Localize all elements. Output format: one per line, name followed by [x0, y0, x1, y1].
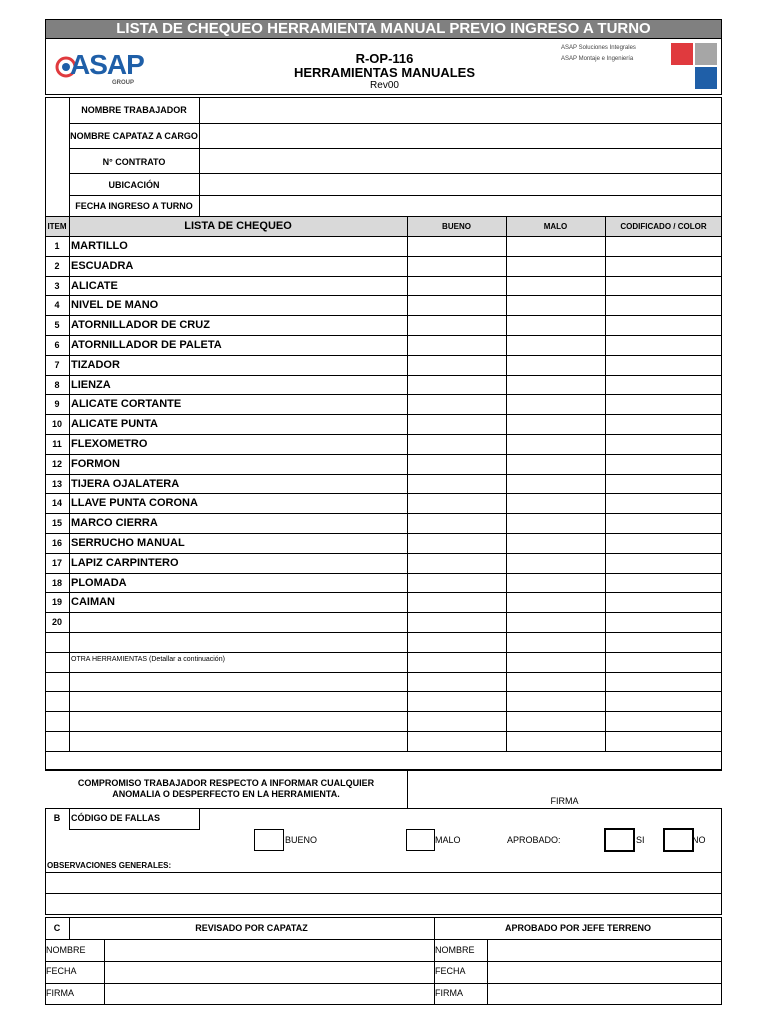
review-signature-label: FIRMA [46, 988, 74, 998]
section-b-label: B [53, 813, 61, 823]
header-block [45, 39, 722, 95]
failure-codes-label: CÓDIGO DE FALLAS [71, 813, 161, 823]
item-number: 13 [51, 479, 62, 489]
approval-signature-label: FIRMA [435, 988, 463, 998]
item-good-cell[interactable] [408, 554, 506, 572]
item-number: 4 [54, 300, 60, 310]
approved-yes-checkbox[interactable] [604, 828, 635, 852]
item-name: LLAVE PUNTA CORONA [71, 497, 198, 509]
item-coded-cell[interactable] [606, 316, 721, 334]
item-name: PLOMADA [71, 577, 127, 589]
item-coded-cell[interactable] [606, 336, 721, 354]
item-bad-cell[interactable] [507, 336, 605, 354]
item-good-cell[interactable] [408, 356, 506, 374]
bad-checkbox[interactable] [406, 829, 435, 851]
item-number: 2 [54, 261, 60, 271]
item-name: LAPIZ CARPINTERO [71, 557, 179, 569]
item-number: 8 [54, 380, 60, 390]
item-coded-cell[interactable] [606, 593, 721, 611]
header-coded-color: CODIFICADO / COLOR [620, 222, 707, 231]
item-coded-cell[interactable] [606, 613, 721, 631]
item-good-cell[interactable] [408, 455, 506, 473]
item-name: MARTILLO [71, 240, 128, 252]
approved-by-site-manager-label: APROBADO POR JEFE TERRENO [504, 923, 652, 933]
item-bad-cell[interactable] [507, 316, 605, 334]
header-good: BUENO [442, 222, 471, 231]
item-name: FORMON [71, 458, 120, 470]
item-good-cell[interactable] [408, 296, 506, 314]
review-date-field[interactable] [105, 962, 433, 982]
item-coded-cell[interactable] [606, 435, 721, 453]
item-coded-cell[interactable] [606, 494, 721, 512]
contract-number-field[interactable] [200, 149, 720, 172]
item-coded-cell[interactable] [606, 554, 721, 572]
approved-no-checkbox[interactable] [663, 828, 694, 852]
review-name-field[interactable] [105, 940, 433, 960]
approved-yes-label: SI [636, 835, 645, 845]
item-good-cell[interactable] [408, 534, 506, 552]
item-bad-cell[interactable] [507, 237, 605, 255]
item-coded-cell[interactable] [606, 514, 721, 532]
review-name-label: NOMBRE [46, 945, 86, 955]
item-coded-cell[interactable] [606, 356, 721, 374]
item-name: ESCUADRA [71, 260, 134, 272]
item-number: 19 [51, 597, 62, 607]
item-coded-cell[interactable] [606, 415, 721, 433]
item-coded-cell[interactable] [606, 376, 721, 394]
item-bad-cell[interactable] [507, 593, 605, 611]
item-bad-cell[interactable] [507, 554, 605, 572]
document-title: LISTA DE CHEQUEO HERRAMIENTA MANUAL PREVIO INGRESO A TURNO [45, 19, 722, 39]
commitment-signature-label: FIRMA [550, 796, 579, 806]
item-number: 6 [54, 340, 60, 350]
item-name: LIENZA [71, 379, 111, 391]
item-good-cell[interactable] [408, 435, 506, 453]
item-good-cell[interactable] [408, 376, 506, 394]
logo-text: ASAP [70, 49, 144, 80]
item-bad-cell[interactable] [507, 514, 605, 532]
item-coded-cell[interactable] [606, 277, 721, 295]
item-name: NIVEL DE MANO [71, 299, 159, 311]
item-bad-cell[interactable] [507, 257, 605, 275]
item-good-cell[interactable] [408, 277, 506, 295]
item-bad-cell[interactable] [507, 376, 605, 394]
label-location: UBICACIÓN [108, 180, 160, 190]
item-number: 16 [51, 538, 62, 548]
item-good-cell[interactable] [408, 514, 506, 532]
logo-blue-square [695, 67, 717, 89]
item-name: ATORNILLADOR DE PALETA [71, 339, 222, 351]
item-good-cell[interactable] [408, 257, 506, 275]
item-coded-cell[interactable] [606, 296, 721, 314]
observations-label: OBSERVACIONES GENERALES: [47, 861, 172, 870]
item-number: 17 [51, 558, 62, 568]
location-field[interactable] [200, 174, 720, 194]
form-revision: Rev00 [370, 80, 399, 91]
item-bad-cell[interactable] [507, 435, 605, 453]
review-signature-field[interactable] [105, 984, 433, 1004]
item-coded-cell[interactable] [606, 534, 721, 552]
item-bad-cell[interactable] [507, 613, 605, 631]
item-number: 18 [51, 578, 62, 588]
item-bad-cell[interactable] [507, 296, 605, 314]
approval-name-label: NOMBRE [435, 945, 475, 955]
item-bad-cell[interactable] [507, 574, 605, 592]
foreman-name-field[interactable] [200, 124, 720, 147]
item-good-cell[interactable] [408, 494, 506, 512]
item-good-cell[interactable] [408, 574, 506, 592]
item-name: ALICATE CORTANTE [71, 398, 182, 410]
item-good-cell[interactable] [408, 336, 506, 354]
item-coded-cell[interactable] [606, 455, 721, 473]
header-checklist: LISTA DE CHEQUEO [184, 220, 292, 232]
form-code: R-OP-116 [355, 51, 414, 66]
item-coded-cell[interactable] [606, 237, 721, 255]
section-c-label: C [53, 923, 61, 933]
reviewed-by-foreman-label: REVISADO POR CAPATAZ [195, 923, 308, 933]
item-good-cell[interactable] [408, 593, 506, 611]
item-number: 9 [54, 399, 60, 409]
approved-no-label: NO [692, 835, 706, 845]
item-good-cell[interactable] [408, 395, 506, 413]
item-number: 20 [51, 617, 62, 627]
item-coded-cell[interactable] [606, 395, 721, 413]
item-bad-cell[interactable] [507, 395, 605, 413]
approval-signature-field[interactable] [488, 984, 721, 1004]
label-shift-entry-date: FECHA INGRESO A TURNO [75, 201, 193, 211]
item-bad-cell[interactable] [507, 494, 605, 512]
company-line-2: ASAP Montaje e Ingeniería [561, 56, 634, 62]
form-subtitle: HERRAMIENTAS MANUALES [293, 65, 476, 80]
item-number: 3 [54, 281, 60, 291]
label-contract-number: N° CONTRATO [102, 157, 166, 167]
review-date-label: FECHA [46, 966, 77, 976]
item-good-cell[interactable] [408, 415, 506, 433]
commitment-text-1: COMPROMISO TRABAJADOR RESPECTO A INFORMAR CUALQUIER [77, 778, 375, 788]
good-label: BUENO [285, 835, 318, 845]
item-bad-cell[interactable] [507, 356, 605, 374]
item-number: 12 [51, 459, 62, 469]
item-name: MARCO CIERRA [71, 517, 158, 529]
observations-line-1[interactable] [46, 873, 721, 893]
shift-entry-date-field[interactable] [200, 196, 720, 215]
item-good-cell[interactable] [408, 613, 506, 631]
logo-gray-square [695, 43, 717, 65]
item-name: ALICATE [71, 280, 118, 292]
approval-date-label: FECHA [435, 966, 466, 976]
bad-label: MALO [435, 835, 461, 845]
item-bad-cell[interactable] [507, 277, 605, 295]
item-name: FLEXOMETRO [71, 438, 148, 450]
item-coded-cell[interactable] [606, 475, 721, 493]
item-number: 5 [54, 320, 60, 330]
item-number: 11 [52, 439, 62, 449]
item-name: SERRUCHO MANUAL [71, 537, 185, 549]
item-coded-cell[interactable] [606, 257, 721, 275]
item-name: CAIMAN [71, 596, 115, 608]
item-name: TIJERA OJALATERA [71, 478, 180, 490]
header-item: ITEM [47, 222, 67, 231]
item-bad-cell[interactable] [507, 415, 605, 433]
item-number: 1 [54, 241, 60, 251]
item-bad-cell[interactable] [507, 534, 605, 552]
item-number: 15 [51, 518, 62, 528]
item-number: 7 [54, 360, 60, 370]
header-bad: MALO [543, 222, 568, 231]
label-foreman-name: NOMBRE CAPATAZ A CARGO [70, 131, 198, 141]
observations-line-2[interactable] [46, 894, 721, 914]
item-good-cell[interactable] [408, 475, 506, 493]
item-good-cell[interactable] [408, 237, 506, 255]
logo-red-square [671, 43, 693, 65]
logo-subtext: GROUP [112, 80, 135, 86]
label-worker-name: NOMBRE TRABAJADOR [81, 105, 187, 115]
item-name: TIZADOR [71, 359, 120, 371]
approval-date-field[interactable] [488, 962, 721, 982]
item-bad-cell[interactable] [507, 455, 605, 473]
item-number: 10 [51, 419, 62, 429]
item-number: 14 [51, 498, 62, 508]
item-name: ATORNILLADOR DE CRUZ [71, 319, 210, 331]
approval-name-field[interactable] [488, 940, 721, 960]
item-name: ALICATE PUNTA [71, 418, 158, 430]
other-tools-label: OTRA HERRAMIENTAS (Detallar a continuación) [71, 656, 225, 663]
good-checkbox[interactable] [254, 829, 284, 851]
commitment-text-2: ANOMALIA O DESPERFECTO EN LA HERRAMIENTA. [112, 789, 340, 799]
worker-name-field[interactable] [200, 98, 720, 122]
company-line-1: ASAP Soluciones Integrales [561, 45, 636, 51]
approved-label: APROBADO: [507, 835, 561, 845]
item-coded-cell[interactable] [606, 574, 721, 592]
item-bad-cell[interactable] [507, 475, 605, 493]
item-good-cell[interactable] [408, 316, 506, 334]
